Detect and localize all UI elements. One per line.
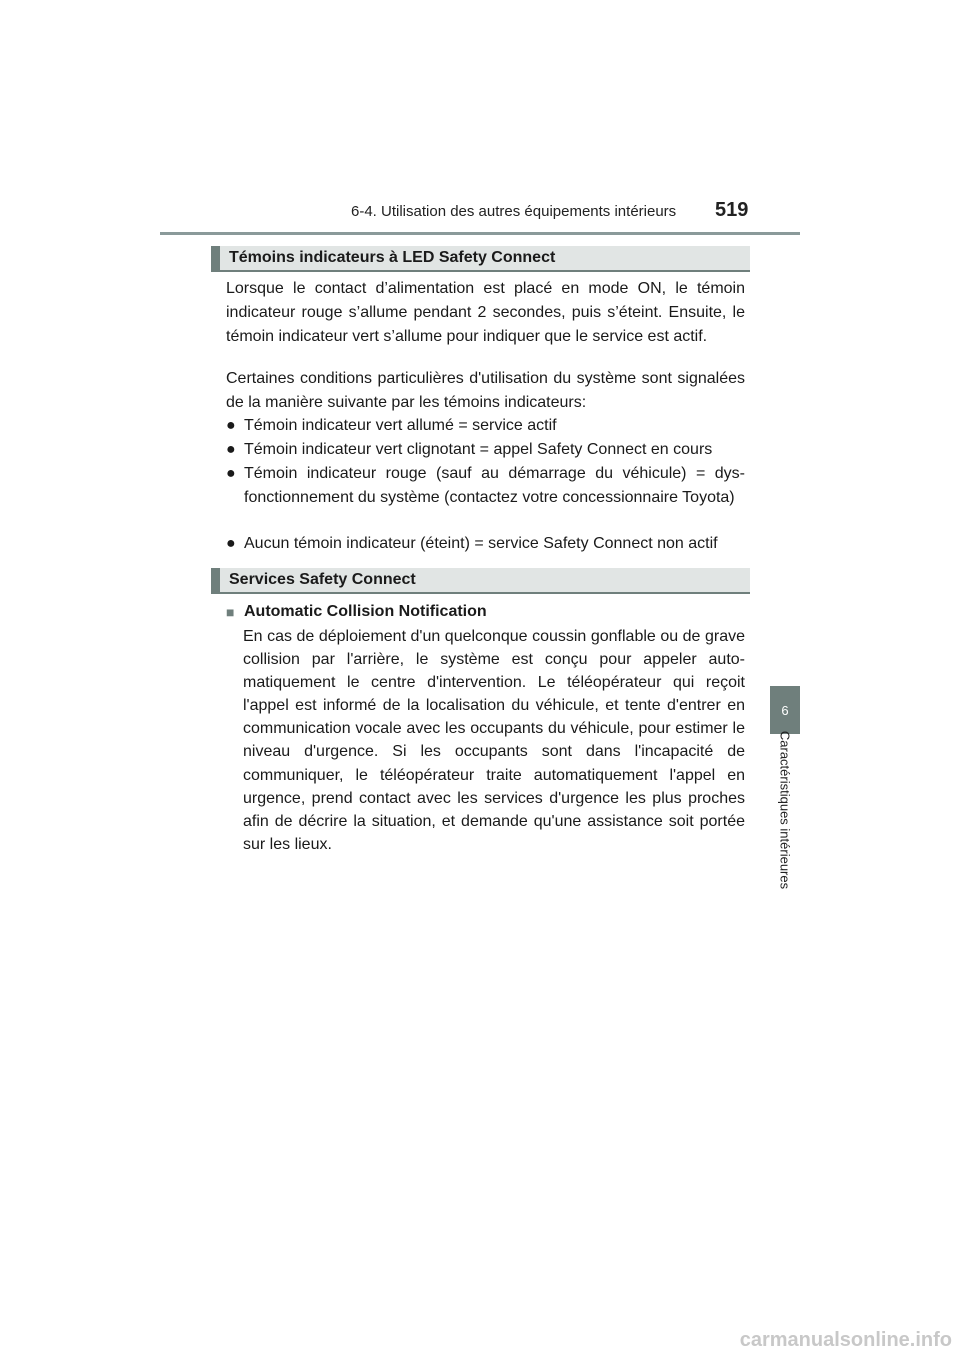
- list-item: ● Témoin indicateur vert clignotant = appel Safety Connect en cours: [226, 438, 745, 462]
- collision-body: En cas de déploiement d'un quelconque coussin gonflable ou de grave collision par l'arrière, le système est conçu pour appeler automatiquement le centre d'intervention. Le téléopérateur qui reçoit l'appel est informé de la localisation du véhicule, et tente d'entrer en communication vocale avec les occupants du véhicule, pour estimer le niveau d'urgence. Si les occupants sont dans l'incapacité de communiquer, le téléopérateur traite automatiquement l'appel en urgence, prend contact avec les services d'urgence les plus proches afin de décrire la situation, et demande qu'une assistance soit portée sur les lieux.: [243, 628, 745, 853]
- paragraph-intro: Lorsque le contact d’alimentation est placé en mode ON, le témoin indicateur rouge s’allume pendant 2 secondes, puis s’éteint. Ensuite, le témoin indicateur vert s’allume pour indiquer que le service est actif.: [226, 280, 745, 345]
- chapter-title: Caractéristiques intérieures: [777, 730, 793, 890]
- watermark: carmanualsonline.info: [739, 1329, 952, 1351]
- chapter-tab: 6: [770, 686, 800, 734]
- section-heading-led: Témoins indicateurs à LED Safety Connect: [211, 246, 750, 272]
- bullet-icon: ●: [226, 417, 236, 434]
- page-number: 519: [715, 199, 749, 221]
- list-item: ● Témoin indicateur vert allumé = service actif: [226, 414, 745, 438]
- list-item: ● Aucun témoin indicateur (éteint) = service Safety Connect non actif: [226, 532, 745, 556]
- bullet-icon: ●: [226, 441, 236, 458]
- bullet-icon: ●: [226, 535, 236, 552]
- bullet-icon: ●: [226, 465, 236, 482]
- subheading-collision: [226, 600, 745, 624]
- subheading-text: Automatic Collision Notification: [244, 603, 487, 620]
- list-item: ● Témoin indicateur rouge (sauf au démarrage du véhicule) = dysfonctionnement du système (contactez votre concessionnaire Toyota): [226, 462, 745, 510]
- square-bullet-icon: ■: [226, 604, 235, 620]
- paragraph-conditions: Certaines conditions particulières d'utilisation du système sont signalées de la manière suivante par les témoins indicateurs:: [226, 370, 745, 411]
- section-header: 6-4. Utilisation des autres équipements intérieurs: [351, 203, 677, 220]
- header-divider: [160, 232, 800, 235]
- section-heading-services: Services Safety Connect: [211, 568, 750, 594]
